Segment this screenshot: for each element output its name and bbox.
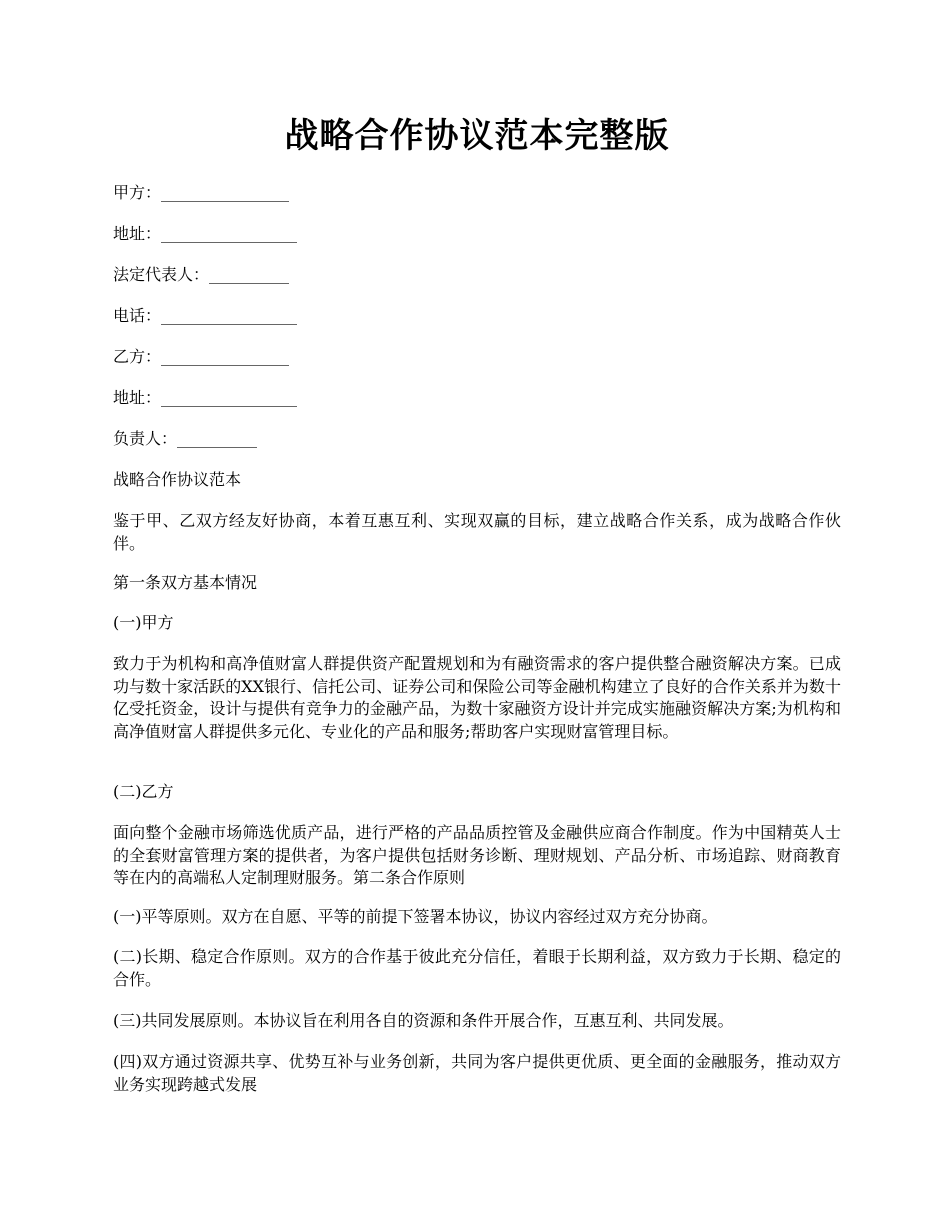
field-label: 电话： (113, 306, 162, 325)
field-blank: __________ (209, 265, 290, 284)
principle-paragraph: (一)平等原则。双方在自愿、平等的前提下签署本协议，协议内容经过双方充分协商。 (113, 907, 718, 926)
party-a-address-field (113, 223, 297, 245)
subsection-heading: (一)甲方 (113, 613, 174, 632)
field-label: 甲方： (113, 183, 162, 202)
legal-representative-field (113, 264, 289, 286)
principle-paragraph: (二)长期、稳定合作原则。双方的合作基于彼此充分信任，着眼于长期利益，双方致力于长期、稳定的合作。 (113, 947, 841, 989)
field-blank: __________ (177, 429, 258, 448)
party-b-address-field (113, 387, 297, 409)
field-label: 乙方： (113, 347, 162, 366)
field-blank: _________________ (161, 224, 298, 243)
field-blank: _________________ (161, 388, 298, 407)
field-label: 地址： (113, 388, 162, 407)
document-title: 战略合作协议范本完整版 (284, 116, 670, 156)
section-heading: 战略合作协议范本 (113, 470, 242, 489)
preamble-paragraph: 鉴于甲、乙双方经友好协商，本着互惠互利、实现双赢的目标，建立战略合作关系，成为战略合作伙伴。 (113, 511, 841, 553)
responsible-person-field (113, 428, 257, 450)
principle-paragraph: (三)共同发展原则。本协议旨在利用各自的资源和条件开展合作，互惠互利、共同发展。 (113, 1011, 734, 1030)
field-label: 负责人： (113, 429, 178, 448)
party-b-field (113, 346, 289, 368)
field-label: 法定代表人： (113, 265, 210, 284)
subsection-heading: (二)乙方 (113, 782, 174, 801)
party-a-description: 致力于为机构和高净值财富人群提供资产配置规划和为有融资需求的客户提供整合融资解决方案。已成功与数十家活跃的XX银行、信托公司、证券公司和保险公司等金融机构建立了良好的合作关系并为数十亿受托资金，设计与提供有竞争力的金融产品，为数十家融资方设计并完成实施融资解决方案;为机构和高净值财富人群提供多元化、专业化的产品和服务;帮助客户实现财富管理目标。 (113, 654, 841, 741)
field-label: 地址： (113, 224, 162, 243)
field-blank: _________________ (161, 306, 298, 325)
principle-paragraph: (四)双方通过资源共享、优势互补与业务创新，共同为客户提供更优质、更全面的金融服务，推动双方业务实现跨越式发展 (113, 1052, 841, 1094)
phone-field (113, 305, 297, 327)
field-blank: ________________ (161, 183, 290, 202)
party-a-field (113, 182, 289, 204)
party-b-description: 面向整个金融市场筛选优质产品，进行严格的产品品质控管及金融供应商合作制度。作为中国精英人士的全套财富管理方案的提供者，为客户提供包括财务诊断、理财规划、产品分析、市场追踪、财商教育等在内的高端私人定制理财服务。第二条合作原则 (113, 823, 841, 887)
article-heading: 第一条双方基本情况 (113, 573, 258, 592)
field-blank: ________________ (161, 347, 290, 366)
